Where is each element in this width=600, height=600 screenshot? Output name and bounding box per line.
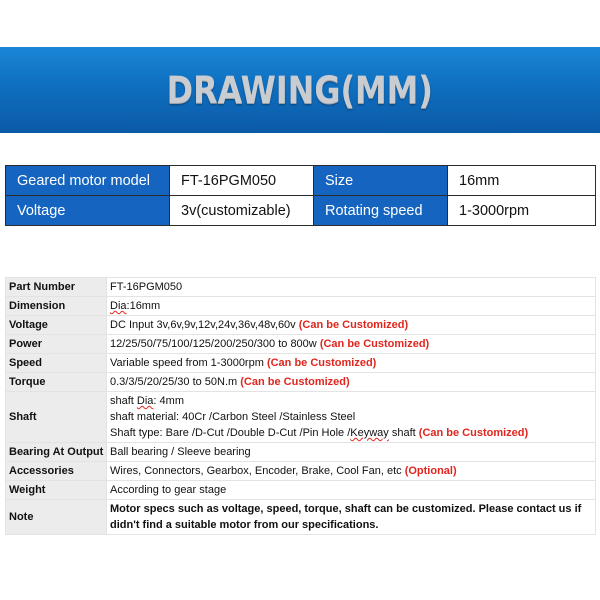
spec-table <box>5 277 596 535</box>
spec-value <box>107 392 596 443</box>
shaft-line-1 <box>110 393 592 409</box>
shaft-dia-prefix: shaft <box>110 395 137 407</box>
summary-value: 3v(customizable) <box>170 196 314 226</box>
custom-note: (Can be Customized) <box>319 338 430 350</box>
custom-note: (Can be Customized) <box>298 319 409 331</box>
spec-label: Bearing At Output <box>6 443 107 462</box>
spec-label: Torque <box>6 373 107 392</box>
custom-note: (Can be Customized) <box>266 357 377 369</box>
shaft-line-3 <box>110 425 592 441</box>
spec-label: Part Number <box>6 278 107 297</box>
summary-value: 16mm <box>448 166 596 196</box>
summary-key: Size <box>314 166 448 196</box>
voltage-value: DC Input 3v,6v,9v,12v,24v,36v,48v,60v <box>110 319 296 331</box>
table-row <box>6 166 596 196</box>
shaft-dia-value: : 4mm <box>153 395 184 407</box>
table-row <box>6 316 596 335</box>
spec-value: Ball bearing / Sleeve bearing <box>107 443 596 462</box>
table-row <box>6 297 596 316</box>
summary-key: Rotating speed <box>314 196 448 226</box>
spec-label: Shaft <box>6 392 107 443</box>
accessories-value: Wires, Connectors, Gearbox, Encoder, Brake, Cool Fan, etc <box>110 465 402 477</box>
table-row <box>6 335 596 354</box>
shaft-keyway: Keyway <box>350 427 389 439</box>
spec-value <box>107 373 596 392</box>
table-row <box>6 500 596 535</box>
spec-value <box>107 335 596 354</box>
summary-value: 1-3000rpm <box>448 196 596 226</box>
table-row <box>6 196 596 226</box>
banner-title: DRAWING(MM) <box>166 68 434 112</box>
torque-value: 0.3/3/5/20/25/30 to 50N.m <box>110 376 238 388</box>
dimension-value: :16mm <box>126 300 161 312</box>
speed-value: Variable speed from 1-3000rpm <box>110 357 264 369</box>
spec-value <box>107 354 596 373</box>
spec-label: Voltage <box>6 316 107 335</box>
spec-label: Dimension <box>6 297 107 316</box>
spec-value <box>107 316 596 335</box>
shaft-type-suffix: shaft <box>388 427 419 439</box>
table-row <box>6 462 596 481</box>
table-row <box>6 392 596 443</box>
spec-value <box>107 297 596 316</box>
dimension-prefix: Dia <box>110 300 127 312</box>
table-row <box>6 354 596 373</box>
spec-label: Weight <box>6 481 107 500</box>
spec-label: Note <box>6 500 107 535</box>
note-text: Motor specs such as voltage, speed, torque, shaft can be customized. Please contact us if didn't find a suitable motor from our specifications. <box>107 500 596 535</box>
custom-note: (Can be Customized) <box>418 427 529 439</box>
table-row <box>6 481 596 500</box>
optional-note: (Optional) <box>404 465 457 477</box>
shaft-line-2: shaft material: 40Cr /Carbon Steel /Stainless Steel <box>110 411 356 423</box>
spec-value: According to gear stage <box>107 481 596 500</box>
spec-value <box>107 462 596 481</box>
summary-key: Voltage <box>6 196 170 226</box>
power-value: 12/25/50/75/100/125/200/250/300 to 800w <box>110 338 317 350</box>
table-row <box>6 373 596 392</box>
header-banner <box>0 47 600 133</box>
table-row <box>6 443 596 462</box>
spec-label: Power <box>6 335 107 354</box>
shaft-type-prefix: Shaft type: Bare /D-Cut /Double D-Cut /Pin Hole / <box>110 427 351 439</box>
custom-note: (Can be Customized) <box>240 376 350 388</box>
table-row <box>6 278 596 297</box>
spec-value: FT-16PGM050 <box>107 278 596 297</box>
spec-label: Accessories <box>6 462 107 481</box>
summary-key: Geared motor model <box>6 166 170 196</box>
shaft-dia-label: Dia <box>136 395 154 407</box>
summary-value: FT-16PGM050 <box>170 166 314 196</box>
summary-table <box>5 165 596 226</box>
spec-label: Speed <box>6 354 107 373</box>
